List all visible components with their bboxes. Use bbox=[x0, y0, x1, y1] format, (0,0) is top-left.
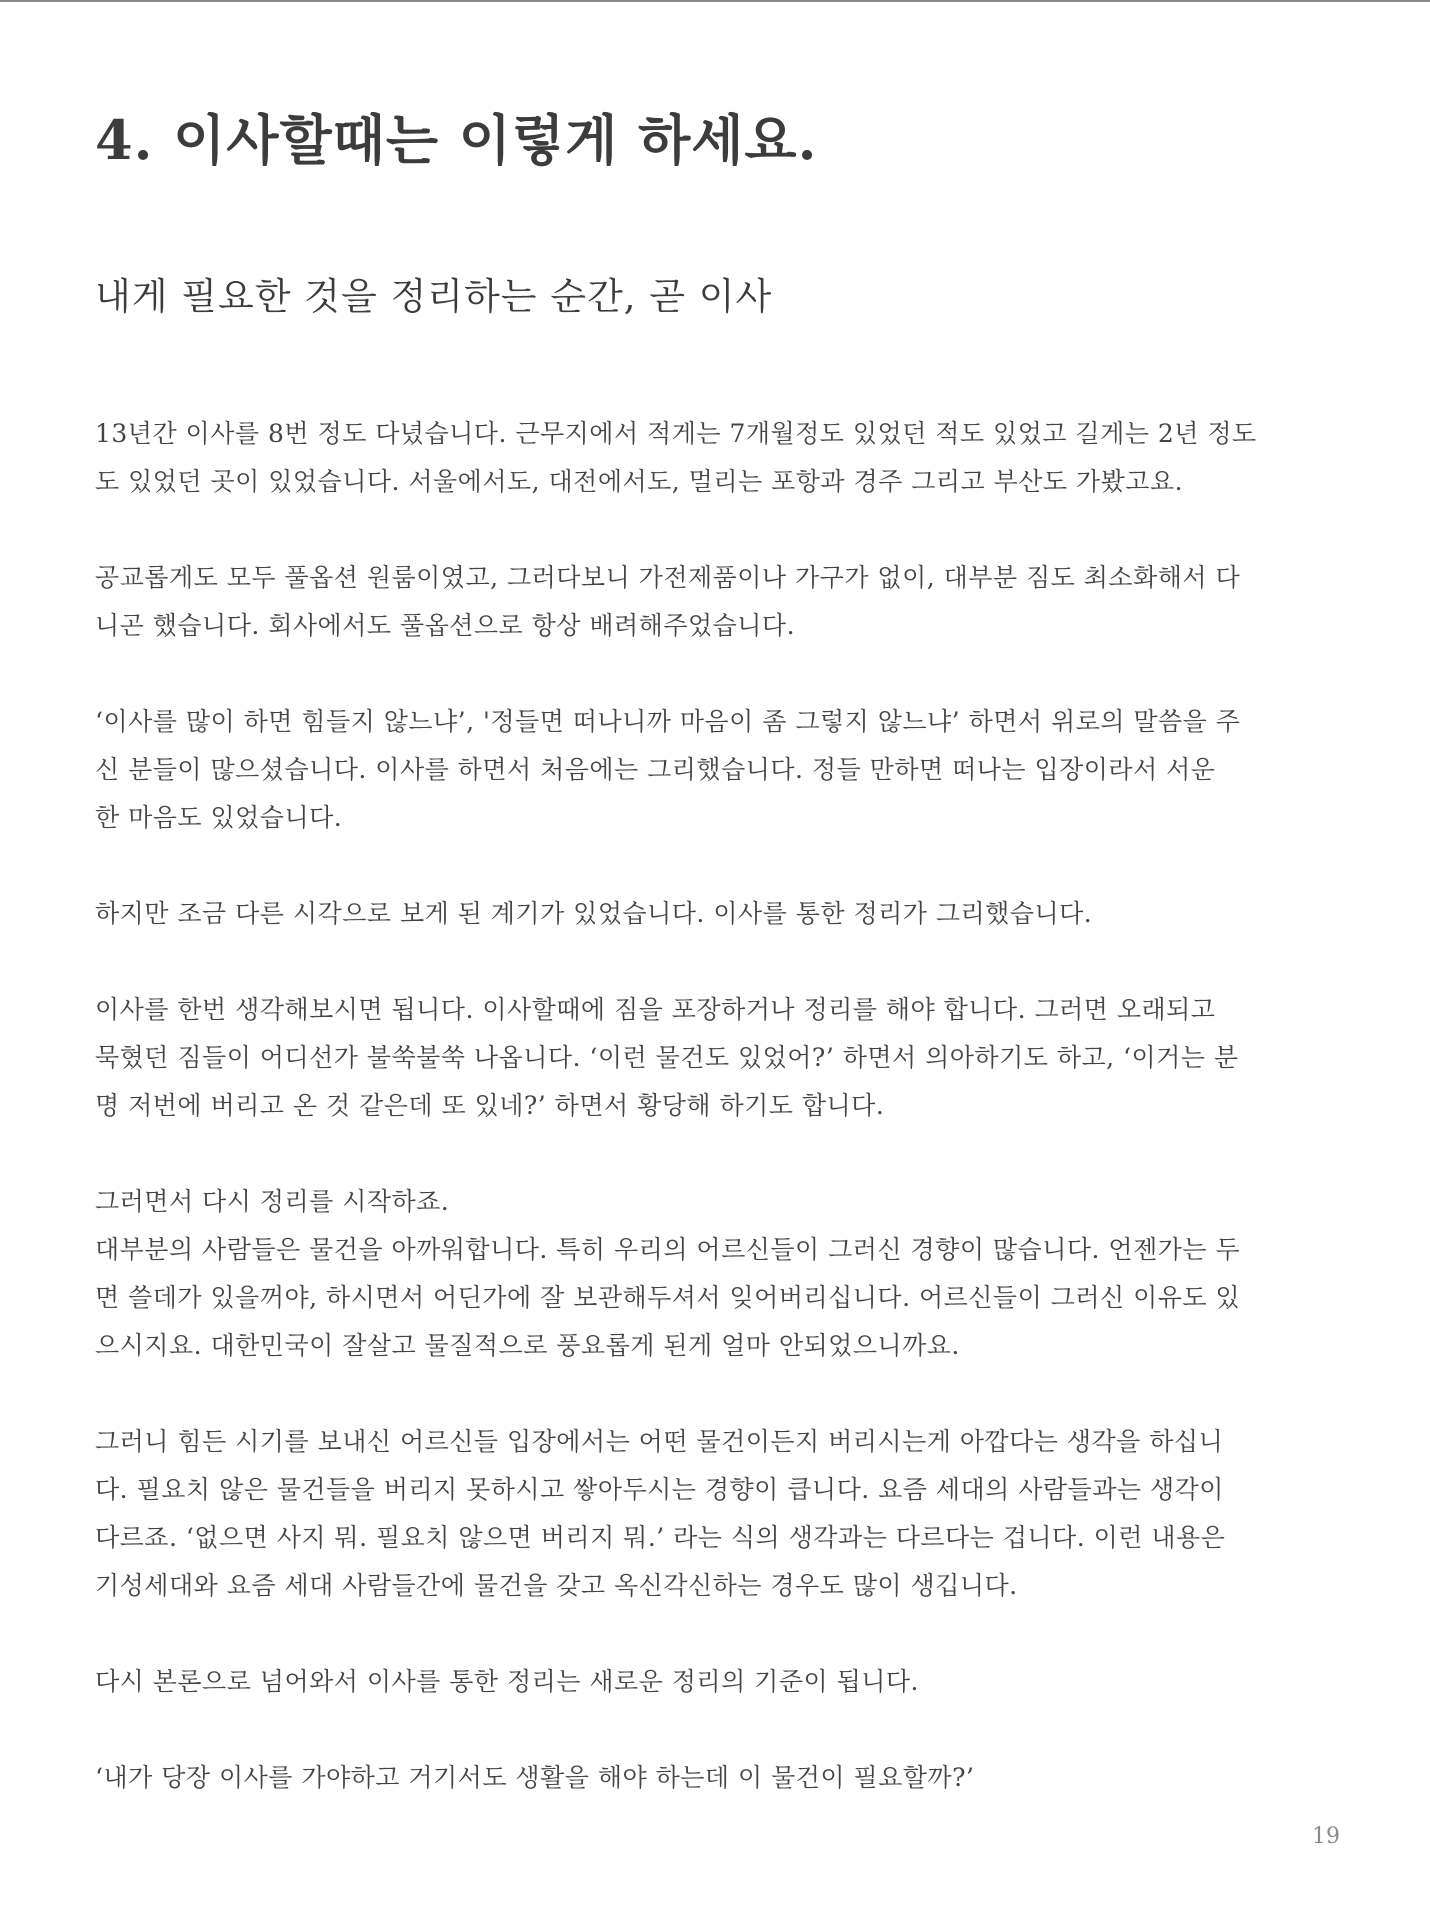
paragraph: 하지만 조금 다른 시각으로 보게 된 계기가 있었습니다. 이사를 통한 정리가 그리했습니다. bbox=[95, 899, 1093, 928]
paragraph: ‘내가 당장 이사를 가야하고 거기서도 생활을 해야 하는데 이 물건이 필요할까?’ bbox=[95, 1763, 975, 1792]
paragraph: 그러면서 다시 정리를 시작하죠. 대부분의 사람들은 물건을 아까워합니다. 특히 우리의 어르신들이 그러신 경향이 많습니다. 언젠가는 두 면 쓸데가 있을꺼야, 하시면서 어딘가에 잘 보관해두셔서 잊어버리십니다. 어르신들이 그러신 이유도 있 으시지요. 대한민국이 잘살고 물질적으로 풍요롭게 된게 얼마 안되었으니까요. bbox=[95, 1187, 1241, 1360]
paragraph: 이사를 한번 생각해보시면 됩니다. 이사할때에 짐을 포장하거나 정리를 해야 합니다. 그러면 오래되고 묵혔던 짐들이 어디선가 불쑥불쑥 나옵니다. ‘이런 물건도 있었어?’ 하면서 의아하기도 하고, ‘이거는 분 명 저번에 버리고 온 것 같은데 또 있네?’ 하면서 황당해 하기도 합니다. bbox=[95, 995, 1239, 1120]
paragraph: 다시 본론으로 넘어와서 이사를 통한 정리는 새로운 정리의 기준이 됩니다. bbox=[95, 1667, 919, 1696]
paragraph: 13년간 이사를 8번 정도 다녔습니다. 근무지에서 적게는 7개월정도 있었던 적도 있었고 길게는 2년 정도 도 있었던 곳이 있었습니다. 서울에서도, 대전에서도, 멀리는 포항과 경주 그리고 부산도 가봤고요. bbox=[95, 419, 1257, 496]
page-content bbox=[95, 100, 1340, 1850]
page-subtitle: 내게 필요한 것을 정리하는 순간, 곧 이사 bbox=[95, 275, 773, 318]
top-border bbox=[0, 0, 1430, 2]
page-title: 4. 이사할때는 이렇게 하세요. bbox=[95, 108, 818, 172]
paragraph: 공교롭게도 모두 풀옵션 원룸이였고, 그러다보니 가전제품이나 가구가 없이, 대부분 짐도 최소화해서 다 니곤 했습니다. 회사에서도 풀옵션으로 항상 배려해주었습니다. bbox=[95, 563, 1241, 640]
paragraph: 그러니 힘든 시기를 보내신 어르신들 입장에서는 어떤 물건이든지 버리시는게 아깝다는 생각을 하십니 다. 필요치 않은 물건들을 버리지 못하시고 쌓아두시는 경향이 큽니다. 요즘 세대의 사람들과는 생각이 다르죠. ‘없으면 사지 뭐. 필요치 않으면 버리지 뭐.’ 라는 식의 생각과는 다르다는 겁니다. 이런 내용은 기성세대와 요즘 세대 사람들간에 물건을 갖고 옥신각신하는 경우도 많이 생깁니다. bbox=[95, 1427, 1226, 1600]
page-number: 19 bbox=[1312, 1824, 1340, 1849]
body-text bbox=[95, 410, 1340, 1802]
paragraph: ‘이사를 많이 하면 힘들지 않느냐’, '정들면 떠나니까 마음이 좀 그렇지 않느냐’ 하면서 위로의 말씀을 주 신 분들이 많으셨습니다. 이사를 하면서 처음에는 그리했습니다. 정들 만하면 떠나는 입장이라서 서운 한 마음도 있었습니다. bbox=[95, 707, 1241, 832]
